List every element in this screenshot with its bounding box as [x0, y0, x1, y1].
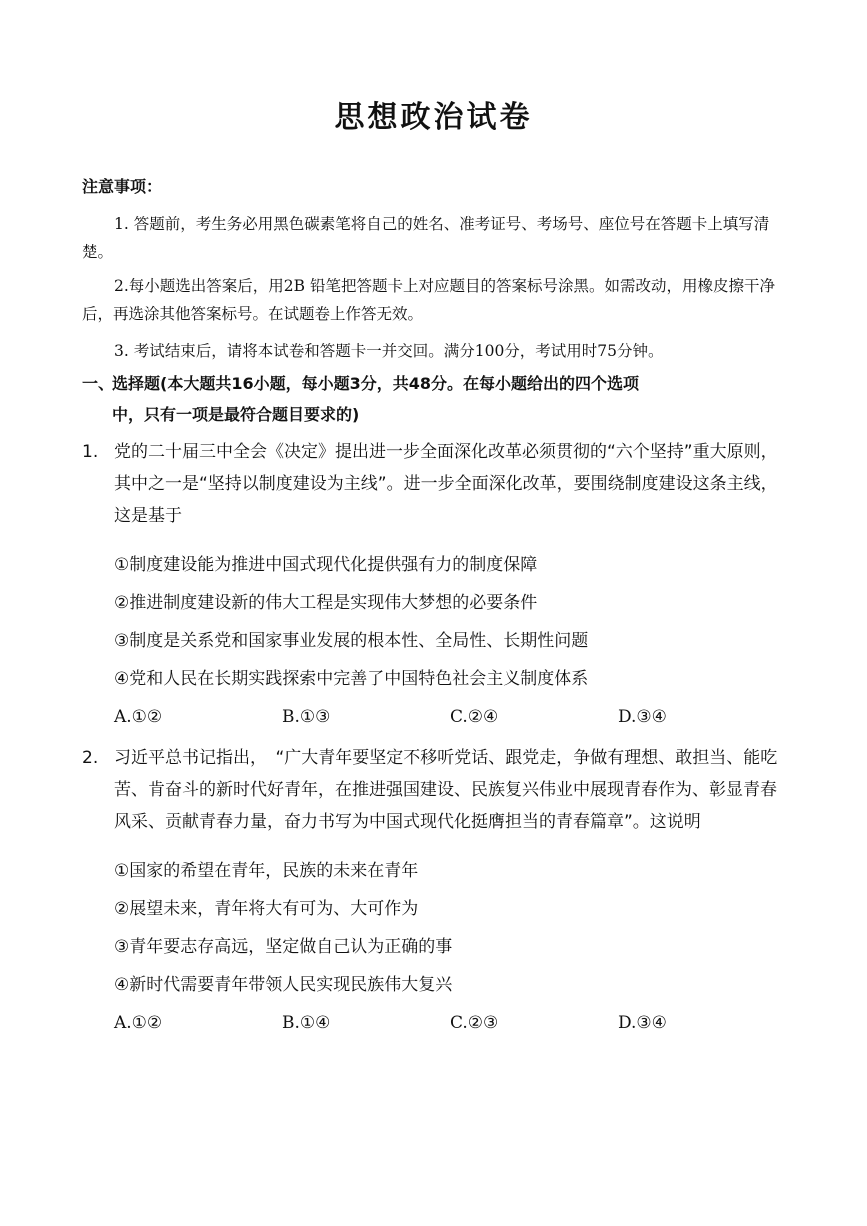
notice-item-2: 2.每小题选出答案后，用2B 铅笔把答题卡上对应题目的答案标号涂黑。如需改动，用橡皮擦干净后，再选涂其他答案标号。在试题卷上作答无效。 [82, 277, 775, 323]
statement-4: ④党和人民在长期实践探索中完善了中国特色社会主义制度体系 [114, 669, 589, 689]
notice-item-3: 3. 考试结束后，请将本试卷和答题卡一并交回。满分100分，考试用时75分钟。 [114, 342, 664, 360]
question-number: 1. [82, 442, 99, 462]
notice-heading: 注意事项： [82, 177, 163, 196]
question-2 [82, 742, 792, 1042]
answer-choices [114, 1004, 792, 1042]
question-text: 习近平总书记指出， “广大青年要坚定不移听党话、跟党走，争做有理想、敢担当、能吃苦、肯奋斗的新时代好青年，在推进强国建设、民族复兴伟业中展现青春作为、彰显青春风采、贡献青春力量，奋力书写为中国式现代化挺膺担当的青春篇章”。这说明 [114, 748, 778, 832]
question-stem [82, 742, 792, 838]
statement-3: ③制度是关系党和国家事业发展的根本性、全局性、长期性问题 [114, 631, 589, 651]
question-stem [82, 436, 792, 532]
choice-c: C.②③ [450, 1013, 499, 1033]
choice-c: C.②④ [450, 707, 499, 727]
notice-item-1: 1. 答题前，考生务必用黑色碳素笔将自己的姓名、准考证号、考场号、座位号在答题卡上填写清楚。 [82, 215, 770, 261]
section-heading-line1: 选择题(本大题共16小题，每小题3分，共48分。在每小题给出的四个选项 [112, 374, 639, 393]
section-heading-line2: 中，只有一项是最符合题目要求的) [112, 405, 360, 424]
statement-4: ④新时代需要青年带领人民实现民族伟大复兴 [114, 975, 453, 995]
section-heading [82, 368, 792, 430]
choice-a: A.①② [114, 1013, 163, 1033]
question-options [82, 546, 792, 736]
choice-b: B.①③ [282, 707, 331, 727]
question-text: 党的二十届三中全会《决定》提出进一步全面深化改革必须贯彻的“六个坚持”重大原则，其中之一是“坚持以制度建设为主线”。进一步全面深化改革，要围绕制度建设这条主线，这是基于 [114, 442, 778, 526]
question-1 [82, 436, 792, 736]
statement-1: ①制度建设能为推进中国式现代化提供强有力的制度保障 [114, 555, 538, 575]
statement-2: ②推进制度建设新的伟大工程是实现伟大梦想的必要条件 [114, 593, 538, 613]
statement-3: ③青年要志存高远，坚定做自己认为正确的事 [114, 937, 453, 957]
choice-d: D.③④ [618, 1013, 667, 1033]
choice-b: B.①④ [282, 1013, 331, 1033]
choice-a: A.①② [114, 707, 163, 727]
choice-d: D.③④ [618, 707, 667, 727]
question-number: 2. [82, 748, 99, 768]
question-options [82, 852, 792, 1042]
section-number: 一、 [82, 374, 115, 393]
statement-2: ②展望未来，青年将大有可为、大可作为 [114, 899, 419, 919]
answer-choices [114, 698, 792, 736]
page-title: 思想政治试卷 [334, 100, 533, 135]
statement-1: ①国家的希望在青年，民族的未来在青年 [114, 861, 419, 881]
